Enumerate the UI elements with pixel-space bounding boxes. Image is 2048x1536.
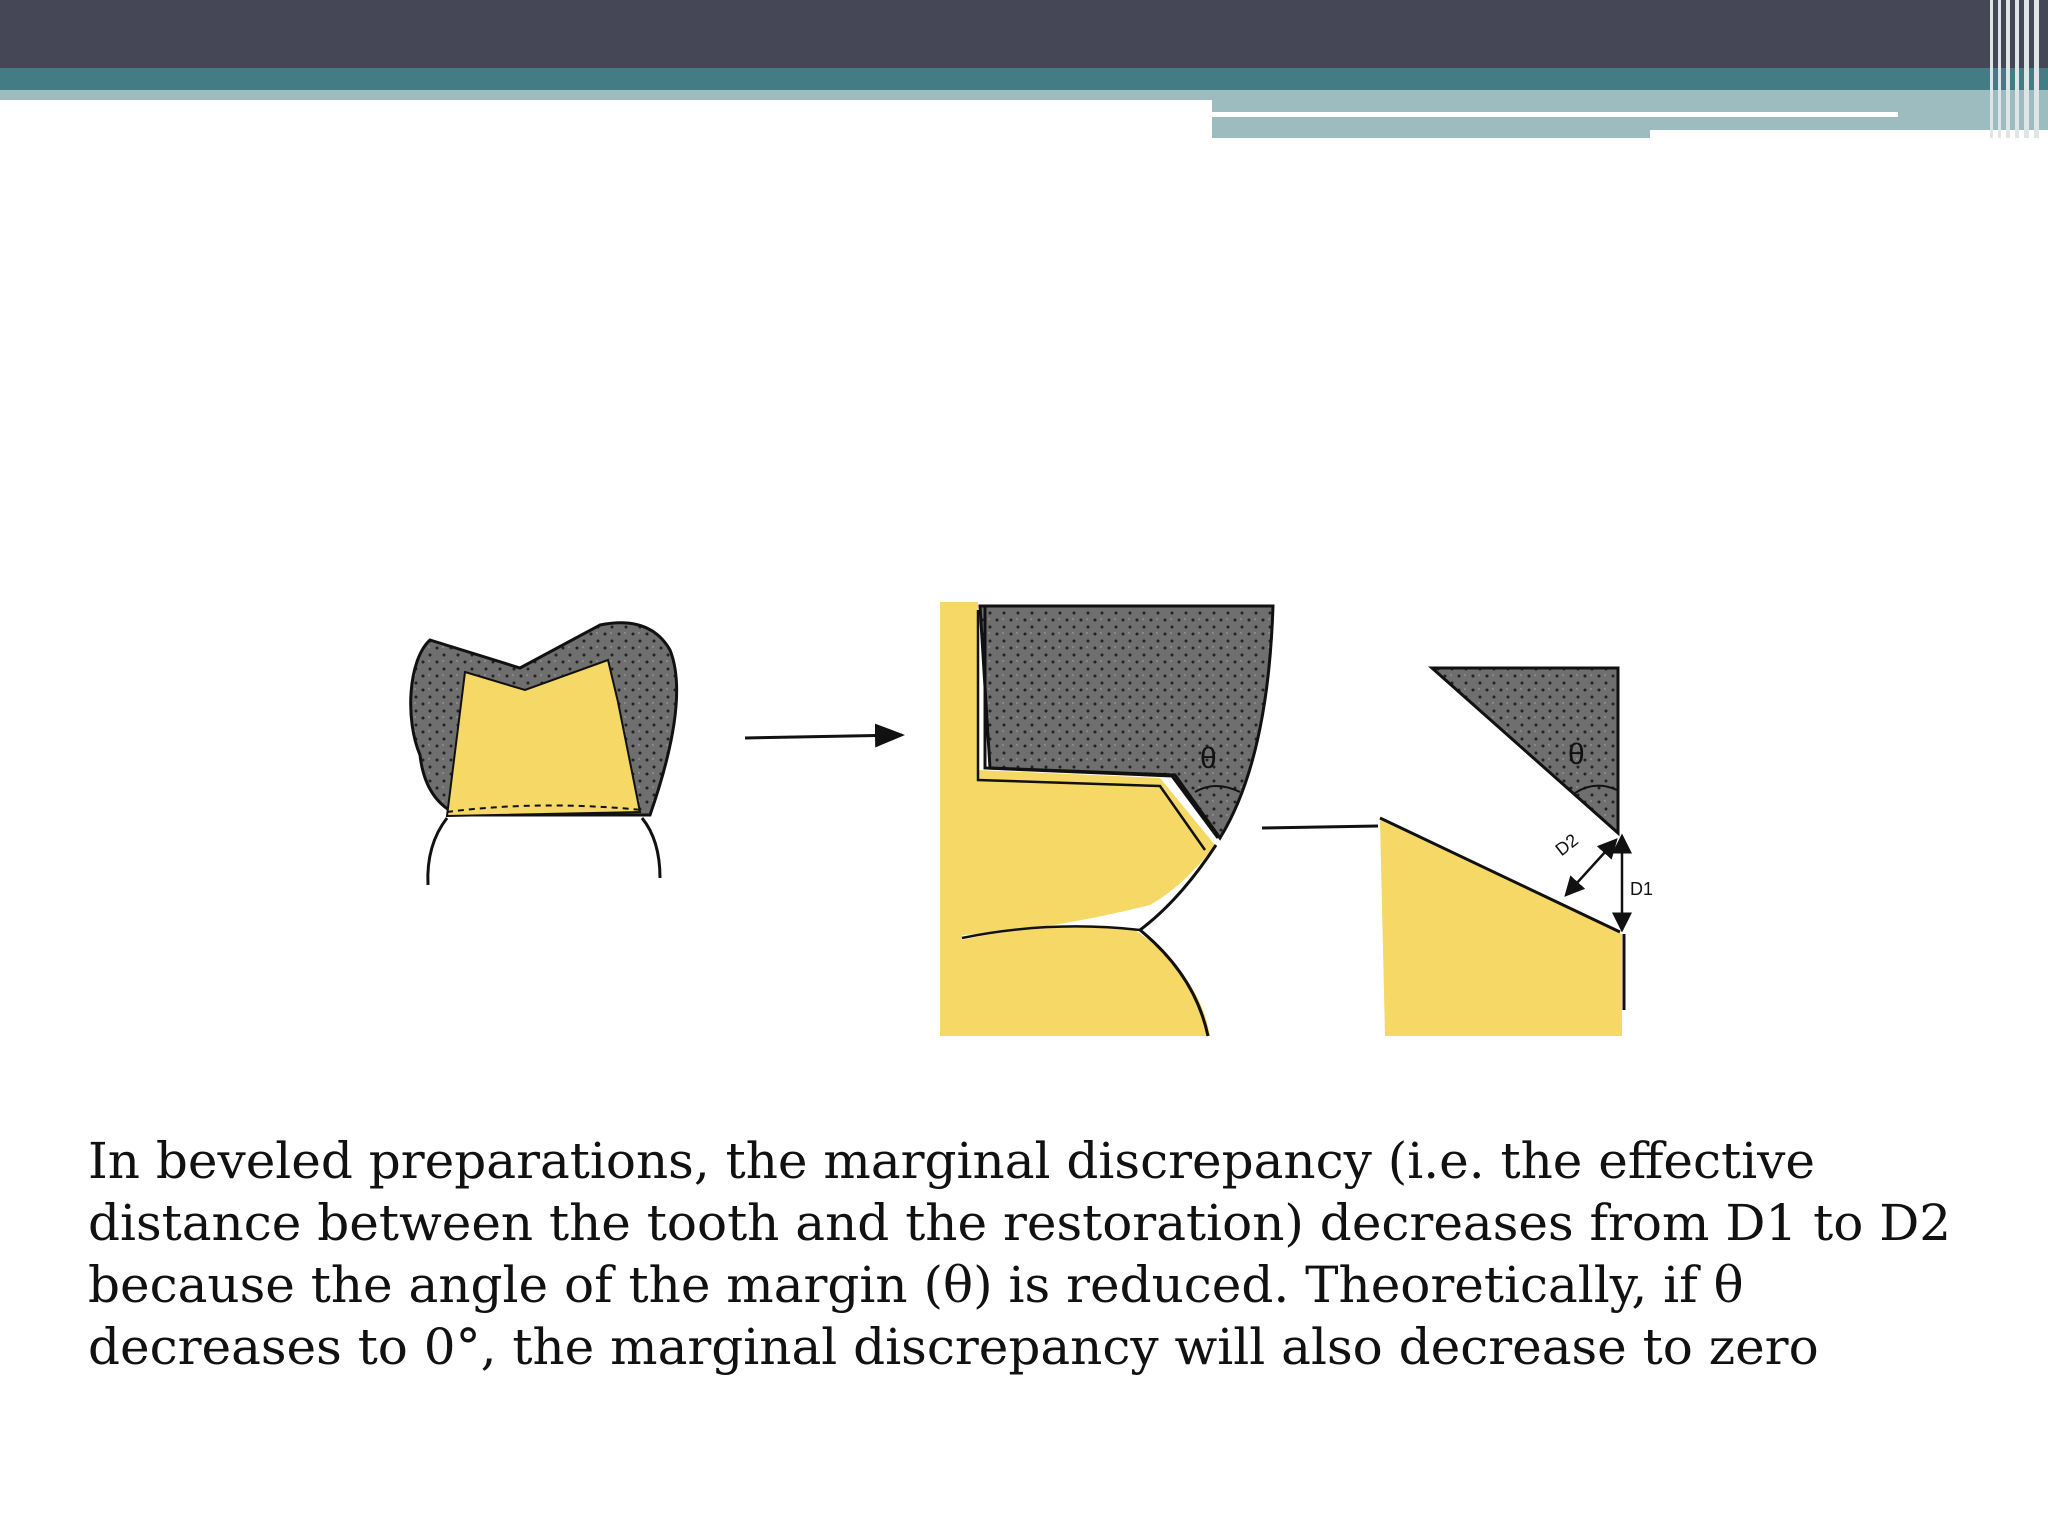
bevel-detail-panel	[1380, 668, 1653, 1036]
root-right	[642, 818, 660, 878]
theta-label-right: θ	[1568, 738, 1585, 771]
d1-label: D1	[1630, 879, 1654, 899]
header-white-line	[1212, 112, 1898, 117]
root-left	[428, 818, 447, 885]
arrow-to-detail	[745, 735, 902, 738]
bevel-restoration	[1432, 668, 1618, 833]
caption-text: In beveled preparations, the marginal discrepancy (i.e. the effective distance between the tooth and the restoration) decreases from D1 to D2 because the angle of the margin (θ) is reduced. Theoretically, if θ decreases to 0°, the marginal discrepancy will also decrease to zero	[88, 1132, 1952, 1376]
header-white-notch	[1650, 130, 2048, 140]
bevel-tooth	[1380, 820, 1622, 1036]
header-band	[0, 0, 2048, 140]
margin-detail-panel	[940, 602, 1273, 1036]
margin-diagram	[0, 560, 2048, 1060]
header-light-bar-left	[0, 90, 1212, 100]
gingiva-crown	[962, 928, 1210, 1036]
header-dark-bar	[0, 0, 2048, 68]
tooth-core	[447, 660, 640, 816]
theta-label-middle: θ	[1200, 742, 1217, 775]
tooth-crown-panel	[411, 623, 677, 885]
connector-to-bevel	[1262, 826, 1378, 828]
d2-label: D2	[1551, 829, 1583, 860]
header-teal-bar	[0, 68, 2048, 90]
